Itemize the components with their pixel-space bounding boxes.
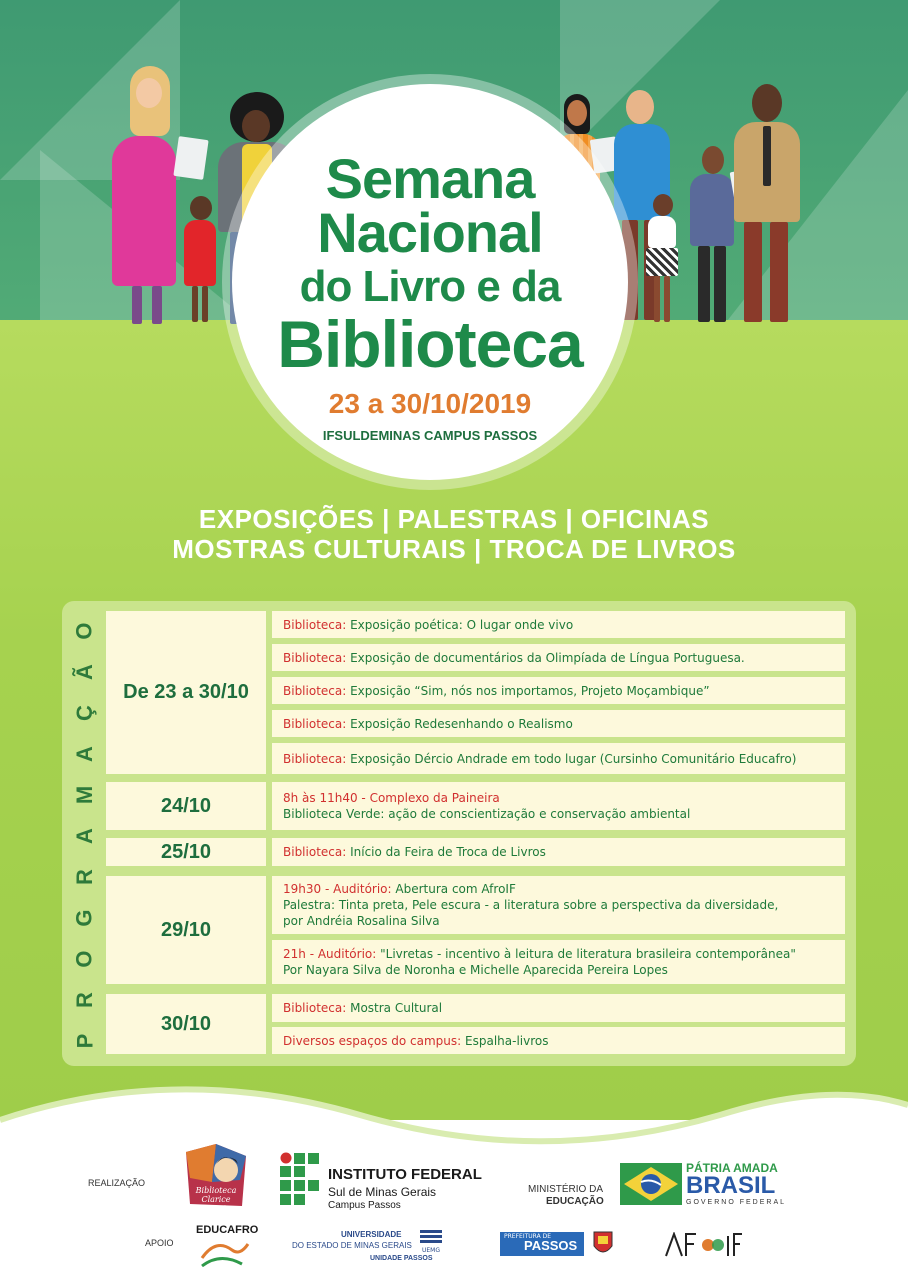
schedule-event (272, 940, 845, 984)
event-text: Exposição “Sim, nós nos importamos, Projeto Moçambique” (346, 683, 710, 698)
schedule-event (272, 838, 845, 866)
schedule-date: 24/10 (106, 782, 266, 830)
label-letter: A (71, 746, 97, 762)
schedule-date: De 23 a 30/10 (106, 611, 266, 774)
event-text: Abertura com AfroIF (391, 882, 516, 896)
label-letter: R (71, 992, 97, 1008)
clarice-library-logo (182, 1142, 250, 1213)
if-logo-icon (280, 1152, 322, 1206)
if-campus: Campus Passos (328, 1200, 401, 1211)
event-text: Biblioteca Verde: ação de conscientização e conservação ambiental (283, 807, 691, 821)
brasil-flag-logo (620, 1163, 682, 1205)
event-text: Exposição poética: O lugar onde vivo (346, 617, 574, 632)
uemg-line-2: DO ESTADO DE MINAS GERAIS (292, 1241, 412, 1250)
event-place: Biblioteca: (283, 716, 347, 731)
mec-label-1: MINISTÉRIO DA (528, 1184, 604, 1195)
schedule-date: 29/10 (106, 876, 266, 984)
clarice-logo-text: Biblioteca Clarice Lispector (195, 1186, 237, 1213)
person-woman-pink (108, 66, 184, 328)
event-text: Exposição Dércio Andrade em todo lugar (Cursinho Comunitário Educafro) (346, 751, 797, 766)
uemg-logo-icon (418, 1229, 444, 1243)
event-place: Biblioteca: (283, 751, 347, 766)
brasil-flag-icon (620, 1163, 682, 1205)
uemg-line-1: UNIVERSIDADE (341, 1230, 402, 1239)
if-title: INSTITUTO FEDERAL (328, 1166, 482, 1183)
activities-line-1: EXPOSIÇÕES | PALESTRAS | OFICINAS (198, 504, 710, 534)
event-text: Exposição de documentários da Olimpíada de Língua Portuguesa. (346, 650, 745, 665)
patria-line-2: BRASIL (686, 1172, 776, 1199)
educafro-swoosh-icon (196, 1236, 252, 1270)
event-place: Biblioteca: (283, 845, 347, 859)
event-text: Exposição Redesenhando o Realismo (346, 716, 573, 731)
educafro-logo (196, 1224, 259, 1274)
programacao-vertical-label (68, 618, 102, 1054)
mec-label-2: EDUCAÇÃO (546, 1196, 604, 1207)
title-line-4: Biblioteca (277, 307, 583, 381)
person-girl-white (644, 194, 680, 326)
schedule-date: 25/10 (106, 838, 266, 866)
schedule-event (272, 876, 845, 934)
title-line-1: Semana (325, 147, 535, 210)
event-place: Biblioteca: (283, 683, 347, 698)
event-place: 8h às 11h40 - Complexo da Paineira (283, 791, 500, 805)
activities-line-2: MOSTRAS CULTURAIS | TROCA DE LIVROS (172, 534, 736, 564)
campus-name: IFSULDEMINAS CAMPUS PASSOS (322, 428, 538, 443)
uemg-logo-text: UEMG (421, 1247, 440, 1254)
if-logo-mark (280, 1152, 322, 1206)
title-line-3: do Livro e da (299, 262, 561, 311)
crest-icon (592, 1230, 614, 1258)
patria-line-3: GOVERNO FEDERAL (686, 1199, 787, 1206)
passos-crest-logo (592, 1230, 614, 1258)
event-place: 19h30 - Auditório: (283, 882, 392, 896)
passos-logo (500, 1232, 584, 1256)
label-letter: Ã (71, 664, 97, 680)
event-text: Início da Feira de Troca de Livros (346, 845, 546, 859)
event-place: Biblioteca: (283, 650, 347, 665)
event-text: Mostra Cultural (346, 1001, 443, 1015)
if-subtitle: Sul de Minas Gerais (328, 1185, 437, 1199)
label-letter: M (71, 785, 97, 805)
afroif-logo-icon (664, 1232, 742, 1258)
event-text: Espalha-livros (461, 1033, 549, 1048)
label-letter: A (71, 828, 97, 844)
label-letter: R (71, 869, 97, 885)
event-text-line-3: por Andréia Rosalina Silva (283, 914, 440, 928)
event-text: "Livretas - incentivo à leitura de literatura brasileira contemporânea" (376, 947, 796, 961)
event-place: Diversos espaços do campus: (283, 1033, 462, 1048)
schedule-event (272, 743, 845, 774)
person-man-tie (730, 84, 804, 326)
event-text-line-2: Por Nayara Silva de Noronha e Michelle Aparecida Pereira Lopes (283, 963, 668, 977)
passos-line-2: PASSOS (524, 1238, 578, 1253)
paper-icon (173, 136, 208, 180)
schedule-event (272, 677, 845, 704)
realizacao-label: REALIZAÇÃO (88, 1178, 146, 1188)
uemg-line-3: UNIDADE PASSOS (370, 1255, 433, 1262)
event-place: Biblioteca: (283, 1001, 347, 1015)
event-dates: 23 a 30/10/2019 (328, 388, 532, 419)
uemg-logo (418, 1228, 444, 1254)
event-place: Biblioteca: (283, 617, 347, 632)
schedule-event (272, 611, 845, 638)
educafro-text: EDUCAFRO (196, 1224, 259, 1236)
schedule-event (272, 1027, 845, 1054)
schedule-event (272, 644, 845, 671)
patria-line-1: PÁTRIA AMADA (686, 1161, 778, 1175)
schedule-event (272, 994, 845, 1022)
schedule-event (272, 782, 845, 830)
schedule-date: 30/10 (106, 994, 266, 1054)
label-letter: O (72, 622, 97, 640)
event-place: 21h - Auditório: (283, 947, 377, 961)
passos-line-1: PREFEITURA DE (504, 1233, 551, 1240)
label-letter: Ç (71, 705, 97, 721)
title-line-2: Nacional (317, 201, 543, 264)
afroif-logo (664, 1232, 742, 1258)
apoio-label: APOIO (145, 1238, 174, 1248)
label-letter: P (72, 1033, 97, 1049)
event-text-line-2: Palestra: Tinta preta, Pele escura - a literatura sobre a perspectiva da diversidade, (283, 898, 779, 912)
label-letter: O (72, 950, 97, 968)
label-letter: G (72, 909, 97, 927)
schedule-event (272, 710, 845, 737)
